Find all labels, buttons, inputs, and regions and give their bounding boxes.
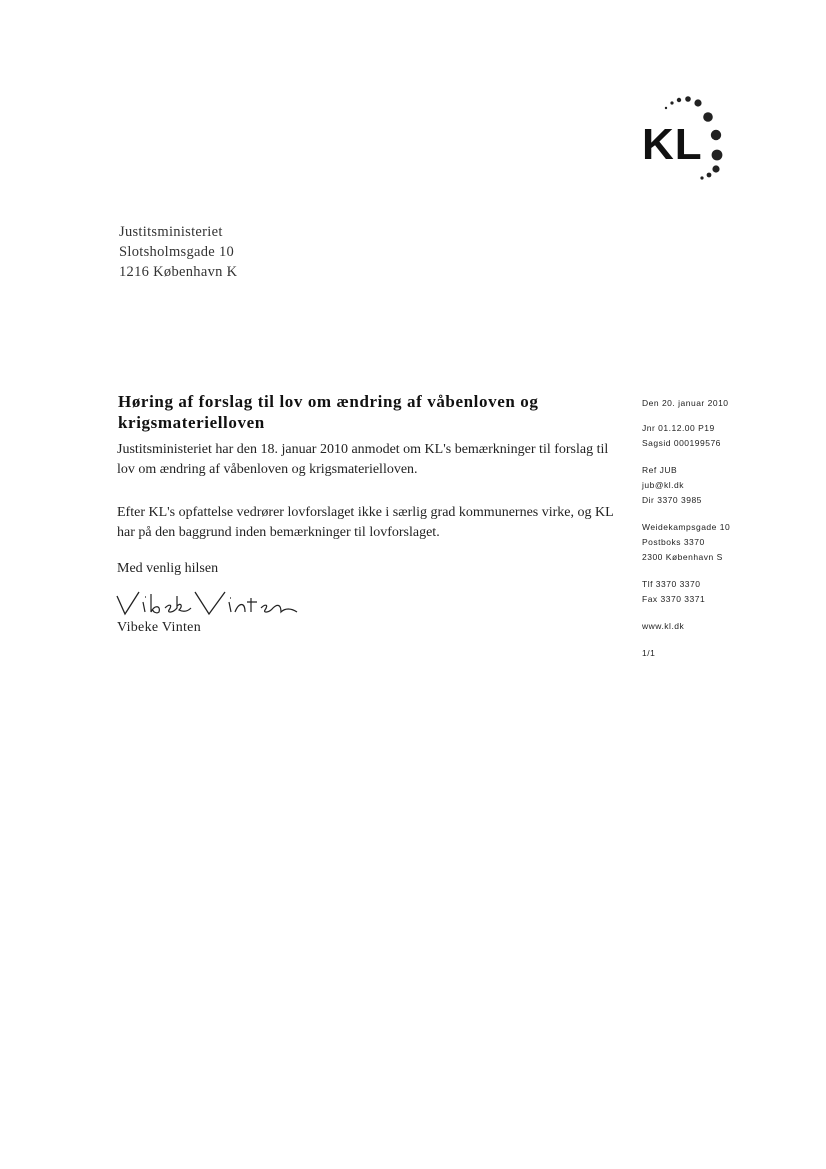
recipient-city: 1216 København K <box>119 264 238 280</box>
journal-number: Jnr 01.12.00 P19 <box>642 423 715 433</box>
sender-street: Weidekampsgade 10 <box>642 522 731 532</box>
letter-date: Den 20. januar 2010 <box>642 398 729 408</box>
closing-greeting: Med venlig hilsen <box>117 561 219 576</box>
recipient-address <box>119 222 237 282</box>
main-phone: Tlf 3370 3370 <box>642 579 701 589</box>
recipient-name: Justitsministeriet <box>119 224 223 240</box>
letter-title: Høring af forslag til lov om ændring af våbenloven og krigsmaterielloven <box>118 392 539 432</box>
reference: Ref JUB <box>642 465 678 475</box>
website: www.kl.dk <box>642 621 685 631</box>
sender-info-column <box>642 396 792 661</box>
case-id: Sagsid 000199576 <box>642 438 721 448</box>
body-paragraph-2: Efter KL's opfattelse vedrører lovforslaget ikke i særlig grad kommunernes virke, og KL har på den baggrund inden bemærkninger til lovforslaget. <box>117 505 614 540</box>
kl-logo <box>636 90 746 190</box>
contact-email: jub@kl.dk <box>642 480 684 490</box>
signer-name: Vibeke Vinten <box>117 620 201 635</box>
body-paragraph-1: Justitsministeriet har den 18. januar 2010 anmodet om KL's bemærkninger til forslag til lov om ændring af våbenloven og krigsmaterielloven. <box>117 442 609 477</box>
sender-city: 2300 København S <box>642 552 723 562</box>
recipient-street: Slotsholmsgade 10 <box>119 244 235 260</box>
sender-postbox: Postboks 3370 <box>642 537 705 547</box>
fax-number: Fax 3370 3371 <box>642 594 706 604</box>
handwritten-signature <box>115 590 305 622</box>
logo-text: KL <box>642 120 703 169</box>
page-number: 1/1 <box>642 648 656 658</box>
direct-phone: Dir 3370 3985 <box>642 495 702 505</box>
